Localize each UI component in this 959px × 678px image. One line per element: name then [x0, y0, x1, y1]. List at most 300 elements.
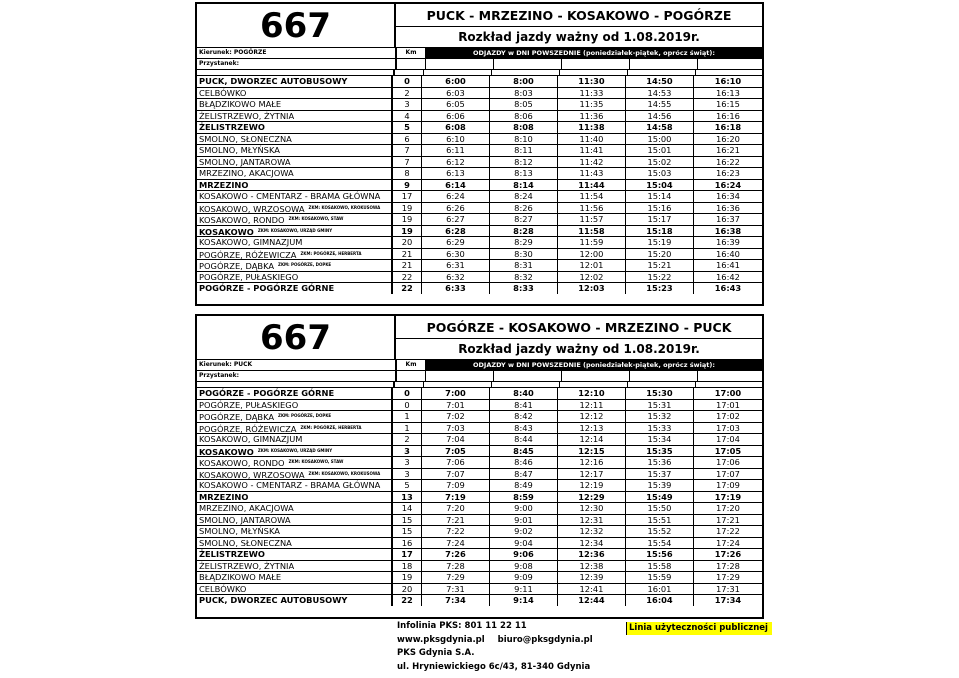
departure-time: 8:10: [490, 134, 558, 145]
departure-time: 8:47: [490, 469, 558, 480]
departure-time: 17:21: [716, 514, 740, 525]
departure-time: 15:52: [626, 526, 694, 537]
departure-time: 15:02: [626, 157, 694, 168]
departure-time: 15:51: [626, 515, 694, 526]
stop-row: [197, 249, 762, 261]
departure-time: 8:33: [490, 283, 558, 294]
departure-time: 11:43: [558, 168, 626, 179]
departure-time: 11:59: [558, 237, 626, 248]
stop-km: 5: [393, 480, 422, 491]
departure-time: 12:14: [558, 434, 626, 445]
stop-name: SMOLNO, JANTAROWA: [199, 514, 291, 525]
departure-time: 7:01: [422, 400, 490, 411]
departure-time: 6:12: [422, 157, 490, 168]
zkm-note: ZKM: KOSAKOWO, KROKUSOWA: [308, 204, 381, 210]
stop-row: [197, 237, 762, 249]
departure-time: 12:13: [558, 423, 626, 434]
departure-time: 11:35: [558, 99, 626, 110]
departure-time: 16:43: [714, 283, 742, 293]
departure-time: 15:00: [626, 134, 694, 145]
stop-name: POGÓRZE, RÓŻEWICZA: [199, 249, 297, 259]
stop-km: 21: [393, 249, 422, 260]
departure-time: 16:24: [714, 179, 742, 190]
departure-time: 14:53: [626, 88, 694, 99]
departure-time: 8:45: [490, 446, 558, 457]
stop-row: [197, 191, 762, 203]
departure-time: 6:27: [422, 214, 490, 225]
stop-row: [197, 145, 762, 157]
web-contacts: [397, 634, 593, 648]
stop-name-cell: [197, 411, 393, 422]
departure-time: 11:41: [558, 145, 626, 156]
stop-name-cell: [197, 388, 393, 399]
stop-km: 6: [393, 134, 422, 145]
departure-time: 7:19: [422, 492, 490, 503]
departure-time: 6:14: [422, 180, 490, 191]
stop-name: POGÓRZE, DĄBKA: [199, 261, 275, 271]
zkm-note: ZKM: KOSAKOWO, URZĄD GMINY: [257, 447, 333, 453]
departure-time: 16:34: [716, 191, 740, 201]
departure-time: 17:00: [714, 388, 742, 398]
stop-name-cell: [197, 492, 393, 503]
stop-name: MRZEZINO, AKACJOWA: [199, 168, 294, 178]
departure-time: 8:46: [490, 457, 558, 468]
stop-name-cell: [197, 572, 393, 583]
stop-name: KOSAKOWO, RONDO: [199, 215, 285, 225]
stop-name-cell: [197, 272, 393, 283]
stop-row: [197, 480, 762, 492]
departure-time: 12:29: [558, 492, 626, 503]
departure-time: 6:00: [422, 76, 490, 87]
stop-name: ŻELISTRZEWO, ŻYTNIA: [199, 560, 295, 571]
stop-row: [197, 469, 762, 481]
empty-cell: [562, 59, 630, 69]
departure-time: 15:35: [626, 446, 694, 457]
stop-name: BŁĄDZIKOWO MAŁE: [199, 572, 282, 582]
stop-km: 7: [393, 157, 422, 168]
departure-time: 6:31: [422, 260, 490, 271]
zkm-note: ZKM: POGÓRZE, DOPKE: [278, 413, 332, 418]
departure-time: 15:17: [626, 214, 694, 225]
stop-name: KOSAKOWO - CMENTARZ - BRAMA GŁÓWNA: [199, 191, 381, 201]
departure-time: 8:05: [490, 99, 558, 110]
stop-km: 22: [393, 283, 422, 294]
departure-time: 12:03: [558, 283, 626, 294]
stop-name-cell: [197, 515, 393, 526]
departure-time: 15:31: [626, 400, 694, 411]
direction-row: [197, 360, 762, 371]
stop-name-cell: [197, 180, 393, 191]
departure-time: 14:56: [626, 111, 694, 122]
stop-km: 9: [393, 180, 422, 191]
valid-from: Rozkład jazdy ważny od 1.08.2019r.: [458, 30, 700, 44]
departure-time: 8:42: [490, 411, 558, 422]
departure-time: 16:23: [716, 168, 740, 178]
stop-km: 2: [393, 434, 422, 445]
stop-name-cell: [197, 237, 393, 248]
stop-name-cell: [197, 99, 393, 110]
departure-time: 16:38: [714, 225, 742, 236]
stop-row: [197, 388, 762, 400]
departure-time: 12:11: [558, 400, 626, 411]
stop-name-cell: [197, 538, 393, 549]
direction-label: Kierunek: POGÓRZE: [197, 48, 397, 58]
departure-time: 16:36: [716, 202, 740, 213]
stop-name: KOSAKOWO, WRZOSOWA: [199, 203, 305, 213]
departure-time: 9:08: [490, 561, 558, 572]
stop-name-cell: [197, 434, 393, 445]
line-number: 667: [197, 316, 396, 359]
departure-time: 12:32: [558, 526, 626, 537]
stop-row: [197, 203, 762, 215]
departure-time: 17:02: [716, 411, 740, 421]
departure-time: 17:29: [716, 572, 740, 582]
departure-time: 6:10: [422, 134, 490, 145]
stop-name: PUCK, DWORZEC AUTOBUSOWY: [199, 76, 348, 86]
stop-row: [197, 446, 762, 458]
stop-name: ŻELISTRZEWO, ŻYTNIA: [199, 110, 295, 121]
departure-time: 12:31: [558, 515, 626, 526]
departure-time: 15:14: [626, 191, 694, 202]
empty-cell: [397, 59, 426, 69]
departure-time: 17:28: [716, 560, 740, 571]
stop-row: [197, 180, 762, 192]
stop-name-cell: [197, 157, 393, 168]
stop-name: POGÓRZE, PUŁASKIEGO: [199, 399, 299, 410]
departure-time: 7:00: [422, 388, 490, 399]
departure-time: 16:16: [716, 110, 740, 121]
stop-km: 22: [393, 272, 422, 283]
stop-km: 8: [393, 168, 422, 179]
stop-name-cell: [197, 226, 393, 237]
stop-km: 13: [393, 492, 422, 503]
departure-time: 17:24: [716, 537, 740, 548]
stop-name: ŻELISTRZEWO: [199, 549, 265, 559]
stop-row: [197, 400, 762, 412]
departures-header: ODJAZDY w DNI POWSZEDNIE (poniedziałek-piątek, oprócz świąt):: [426, 48, 762, 58]
departure-time: 6:11: [422, 145, 490, 156]
title-block: [396, 4, 762, 47]
stop-km: 0: [393, 76, 422, 87]
stop-km: 21: [393, 260, 422, 271]
departure-time: 7:34: [422, 595, 490, 606]
departure-time: 8:29: [490, 237, 558, 248]
departure-time: 15:18: [626, 226, 694, 237]
departure-time: 8:27: [490, 214, 558, 225]
departure-time: 7:05: [422, 446, 490, 457]
stop-row: [197, 214, 762, 226]
departure-time: 8:31: [490, 260, 558, 271]
stop-name: POGÓRZE - POGÓRZE GÓRNE: [199, 388, 335, 398]
stop-name-cell: [197, 526, 393, 537]
departure-time: 11:40: [558, 134, 626, 145]
departure-time: 8:49: [490, 480, 558, 491]
stop-name-cell: [197, 76, 393, 87]
stop-name: ŻELISTRZEWO: [199, 122, 265, 132]
departure-time: 8:00: [490, 76, 558, 87]
departure-time: 7:20: [422, 503, 490, 514]
departure-time: 12:30: [558, 503, 626, 514]
stop-km: 0: [393, 388, 422, 399]
departure-time: 12:41: [558, 584, 626, 595]
departure-time: 7:09: [422, 480, 490, 491]
departure-time: 7:29: [422, 572, 490, 583]
departure-time: 17:01: [716, 399, 740, 410]
stop-name: KOSAKOWO: [199, 446, 254, 456]
empty-cell: [630, 59, 698, 69]
empty-cell: [630, 371, 698, 381]
departure-time: 7:07: [422, 469, 490, 480]
departure-time: 15:36: [626, 457, 694, 468]
departure-time: 6:06: [422, 111, 490, 122]
km-header: Km: [397, 48, 426, 58]
stop-name-cell: [197, 584, 393, 595]
departure-time: 7:21: [422, 515, 490, 526]
stop-name-cell: [197, 446, 393, 457]
departure-time: 8:13: [490, 168, 558, 179]
departure-time: 16:42: [716, 271, 740, 282]
departure-time: 15:21: [626, 260, 694, 271]
departure-time: 15:50: [626, 503, 694, 514]
stop-name-cell: [197, 134, 393, 145]
departure-time: 6:03: [422, 88, 490, 99]
stop-name: KOSAKOWO, GIMNAZJUM: [199, 237, 303, 247]
stop-row: [197, 526, 762, 538]
departure-time: 11:44: [558, 180, 626, 191]
stop-row: [197, 595, 762, 606]
departure-time: 12:39: [558, 572, 626, 583]
stop-km: 18: [393, 561, 422, 572]
company-address: ul. Hryniewickiego 6c/43, 81-340 Gdynia: [397, 661, 591, 672]
stop-km: 15: [393, 515, 422, 526]
empty-cell: [397, 371, 426, 381]
stop-name-cell: [197, 503, 393, 514]
stop-km: 5: [393, 122, 422, 133]
timetable-pogorze-puck: [195, 314, 764, 619]
departure-time: 9:01: [490, 515, 558, 526]
stop-name: SMOLNO, SŁONECZNA: [199, 537, 292, 548]
departure-time: 9:11: [490, 584, 558, 595]
departure-time: 12:10: [558, 388, 626, 399]
direction-row: [197, 48, 762, 59]
stop-name: KOSAKOWO, WRZOSOWA: [199, 469, 305, 479]
departure-time: 15:19: [626, 237, 694, 248]
departure-time: 8:44: [490, 434, 558, 445]
departure-time: 16:40: [716, 248, 740, 259]
stop-name: MRZEZINO: [199, 491, 249, 502]
stop-name-cell: [197, 111, 393, 122]
stop-km: 19: [393, 214, 422, 225]
stop-row: [197, 515, 762, 527]
stops-list: [197, 76, 762, 294]
departure-time: 8:28: [490, 226, 558, 237]
departure-time: 8:26: [490, 203, 558, 214]
departure-time: 14:50: [626, 76, 694, 87]
empty-cell: [698, 371, 762, 381]
departure-time: 8:03: [490, 88, 558, 99]
stop-km: 19: [393, 572, 422, 583]
stop-row: [197, 226, 762, 238]
stop-row: [197, 157, 762, 169]
departure-time: 6:33: [422, 283, 490, 294]
stop-name-cell: [197, 191, 393, 202]
stop-row: [197, 411, 762, 423]
departure-time: 7:26: [422, 549, 490, 560]
departure-time: 16:01: [626, 584, 694, 595]
departure-time: 12:01: [558, 260, 626, 271]
empty-cell: [494, 59, 562, 69]
stop-row: [197, 99, 762, 111]
departure-time: 6:28: [422, 226, 490, 237]
departure-time: 17:09: [716, 480, 740, 490]
departure-time: 8:06: [490, 111, 558, 122]
departure-time: 7:22: [422, 526, 490, 537]
departure-time: 7:06: [422, 457, 490, 468]
stop-row: [197, 572, 762, 584]
departure-time: 7:04: [422, 434, 490, 445]
departure-time: 8:40: [490, 388, 558, 399]
departure-time: 7:24: [422, 538, 490, 549]
departure-time: 8:32: [490, 272, 558, 283]
stop-name-cell: [197, 88, 393, 99]
departure-time: 15:59: [626, 572, 694, 583]
stop-row: [197, 122, 762, 134]
stop-name-cell: [197, 168, 393, 179]
departure-time: 8:08: [490, 122, 558, 133]
stop-row: [197, 503, 762, 515]
stop-name-cell: [197, 214, 393, 225]
stop-name-cell: [197, 283, 393, 294]
stops-list: [197, 388, 762, 606]
line-number: 667: [197, 4, 396, 47]
stop-name: KOSAKOWO, GIMNAZJUM: [199, 434, 303, 444]
empty-cell: [426, 371, 494, 381]
departure-time: 15:34: [626, 434, 694, 445]
departure-time: 15:49: [626, 492, 694, 503]
departure-time: 17:03: [716, 422, 740, 433]
departure-time: 15:30: [626, 388, 694, 399]
stop-km: 19: [393, 203, 422, 214]
departure-time: 17:34: [714, 595, 742, 605]
stop-name-cell: [197, 561, 393, 572]
departure-time: 17:19: [714, 491, 742, 502]
stop-km: 17: [393, 191, 422, 202]
stop-km: 3: [393, 99, 422, 110]
public-service-badge: Linia użyteczności publicznej: [626, 622, 772, 635]
departure-time: 11:33: [558, 88, 626, 99]
stop-name-cell: [197, 400, 393, 411]
stop-km: 7: [393, 145, 422, 156]
departure-time: 15:01: [626, 145, 694, 156]
stop-km: 4: [393, 111, 422, 122]
departure-time: 12:16: [558, 457, 626, 468]
stop-name: SMOLNO, MŁYŃSKA: [199, 526, 280, 536]
stop-name-cell: [197, 549, 393, 560]
departure-time: 6:08: [422, 122, 490, 133]
stop-name: CELBÓWKO: [199, 583, 247, 594]
departure-time: 8:30: [490, 249, 558, 260]
stop-label: Przystanek:: [197, 371, 397, 381]
departure-time: 8:43: [490, 423, 558, 434]
stop-name: KOSAKOWO - CMENTARZ - BRAMA GŁÓWNA: [199, 480, 381, 490]
departure-time: 15:20: [626, 249, 694, 260]
departure-time: 15:37: [626, 469, 694, 480]
departure-time: 11:54: [558, 191, 626, 202]
stop-name: POGÓRZE, DĄBKA: [199, 412, 275, 422]
departure-time: 16:10: [714, 76, 742, 86]
departure-time: 8:14: [490, 180, 558, 191]
stop-km: 15: [393, 526, 422, 537]
stop-km: 16: [393, 538, 422, 549]
stop-km: 3: [393, 469, 422, 480]
departure-time: 15:32: [626, 411, 694, 422]
stop-label: Przystanek:: [197, 59, 397, 69]
stop-km: 20: [393, 237, 422, 248]
departure-time: 6:13: [422, 168, 490, 179]
departure-time: 17:26: [714, 549, 742, 559]
departure-time: 15:33: [626, 423, 694, 434]
timetable-header: [197, 316, 762, 360]
contact-footer: [397, 620, 593, 674]
stop-km: 3: [393, 446, 422, 457]
stop-name: MRZEZINO: [199, 179, 249, 190]
zkm-note: ZKM: POGÓRZE, HERBERTA: [300, 250, 362, 256]
title-block: [396, 316, 762, 359]
website-link[interactable]: www.pksgdynia.pl: [397, 634, 485, 645]
departure-time: 15:58: [626, 561, 694, 572]
stop-name: POGÓRZE - POGÓRZE GÓRNE: [199, 283, 335, 293]
stop-name: POGÓRZE, RÓŻEWICZA: [199, 423, 297, 433]
stop-row: [197, 88, 762, 100]
departure-time: 7:02: [422, 411, 490, 422]
stop-row: [197, 434, 762, 446]
departure-time: 9:06: [490, 549, 558, 560]
company-name: PKS Gdynia S.A.: [397, 648, 475, 658]
stop-km: 2: [393, 88, 422, 99]
departure-time: 6:32: [422, 272, 490, 283]
departure-time: 12:44: [558, 595, 626, 606]
departure-time: 11:36: [558, 111, 626, 122]
departure-time: 12:19: [558, 480, 626, 491]
departure-time: 11:42: [558, 157, 626, 168]
departure-time: 16:41: [716, 260, 740, 270]
stop-km: 19: [393, 226, 422, 237]
departure-time: 17:04: [716, 434, 740, 444]
timetable-puck-pogorze: [195, 2, 764, 306]
stop-km: 0: [393, 400, 422, 411]
stop-row: [197, 561, 762, 573]
departure-time: 15:56: [626, 549, 694, 560]
stop-name: POGÓRZE, PUŁASKIEGO: [199, 271, 299, 282]
departure-time: 12:15: [558, 446, 626, 457]
direction-label: Kierunek: PUCK: [197, 360, 397, 370]
stop-km: 1: [393, 423, 422, 434]
email-link[interactable]: biuro@pksgdynia.pl: [497, 634, 593, 645]
stop-name: PUCK, DWORZEC AUTOBUSOWY: [199, 595, 348, 605]
departure-time: 11:58: [558, 226, 626, 237]
stop-km: 14: [393, 503, 422, 514]
stop-name-cell: [197, 122, 393, 133]
stop-km: 3: [393, 457, 422, 468]
departure-time: 12:12: [558, 411, 626, 422]
stop-row: [197, 423, 762, 435]
valid-from: Rozkład jazdy ważny od 1.08.2019r.: [458, 342, 700, 356]
stop-name: SMOLNO, SŁONECZNA: [199, 133, 292, 144]
stop-name-cell: [197, 595, 393, 606]
departure-time: 15:23: [626, 283, 694, 294]
departure-time: 12:00: [558, 249, 626, 260]
departure-time: 16:22: [716, 156, 740, 167]
